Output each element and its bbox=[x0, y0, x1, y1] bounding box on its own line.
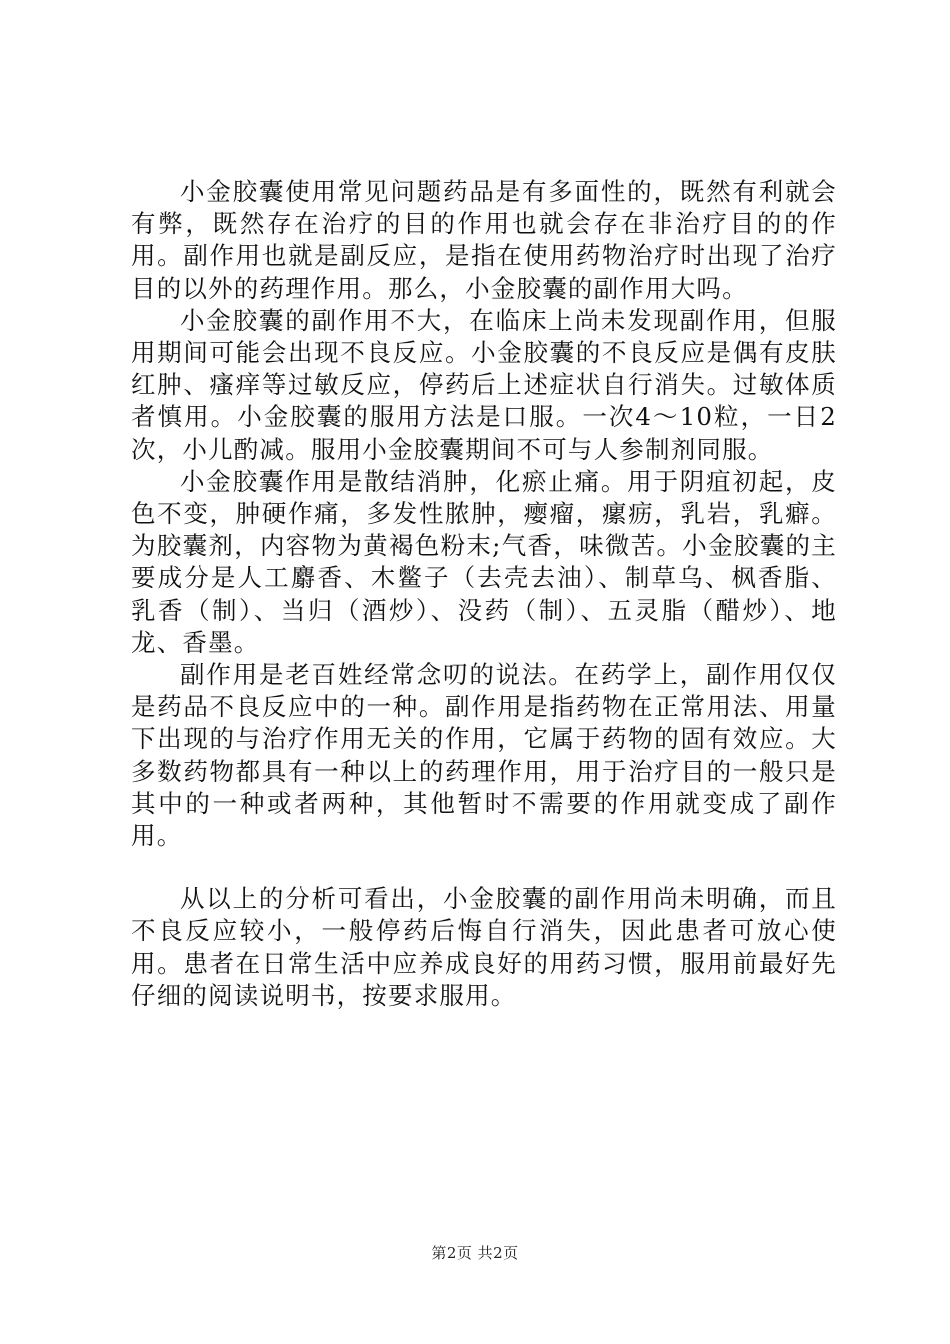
paragraph-4: 副作用是老百姓经常念叨的说法。在药学上，副作用仅仅是药品不良反应中的一种。副作用是指药物在正常用法、用量下出现的与治疗作用无关的作用，它属于药物的固有效应。大多数药物都具有一种以上的药理作用，用于治疗目的一般只是其中的一种或者两种，其他暂时不需要的作用就变成了副作用。 bbox=[131, 660, 837, 851]
paragraph-5: 从以上的分析可看出，小金胶囊的副作用尚未明确，而且不良反应较小，一般停药后悔自行消失，因此患者可放心使用。患者在日常生活中应养成良好的用药习惯，服用前最好先仔细的阅读说明书，按要求服用。 bbox=[131, 884, 837, 1010]
document-body bbox=[131, 176, 837, 1012]
paragraph-2: 小金胶囊的副作用不大，在临床上尚未发现副作用，但服用期间可能会出现不良反应。小金胶囊的不良反应是偶有皮肤红肿、瘙痒等过敏反应，停药后上述症状自行消失。过敏体质者慎用。小金胶囊的服用方法是口服。一次4～10粒，一日2次，小儿酌减。服用小金胶囊期间不可与人参制剂同服。 bbox=[131, 305, 837, 464]
paragraph-spacer bbox=[131, 852, 837, 883]
paragraph-3: 小金胶囊作用是散结消肿，化瘀止痛。用于阴疽初起，皮色不变，肿硬作痛，多发性脓肿，瘿瘤，瘰疬，乳岩，乳癖。为胶囊剂，内容物为黄褐色粉末;气香，味微苦。小金胶囊的主要成分是人工麝香、木鳖子（去壳去油）、制草乌、枫香脂、乳香（制）、当归（酒炒）、没药（制）、五灵脂（醋炒）、地龙、香墨。 bbox=[131, 466, 837, 657]
paragraph-1: 小金胶囊使用常见问题药品是有多面性的，既然有利就会有弊，既然存在治疗的目的作用也就会存在非治疗目的的作用。副作用也就是副反应，是指在使用药物治疗时出现了治疗目的以外的药理作用。那么，小金胶囊的副作用大吗。 bbox=[131, 177, 837, 303]
page-number-footer: 第2页 共2页 bbox=[431, 1244, 519, 1262]
